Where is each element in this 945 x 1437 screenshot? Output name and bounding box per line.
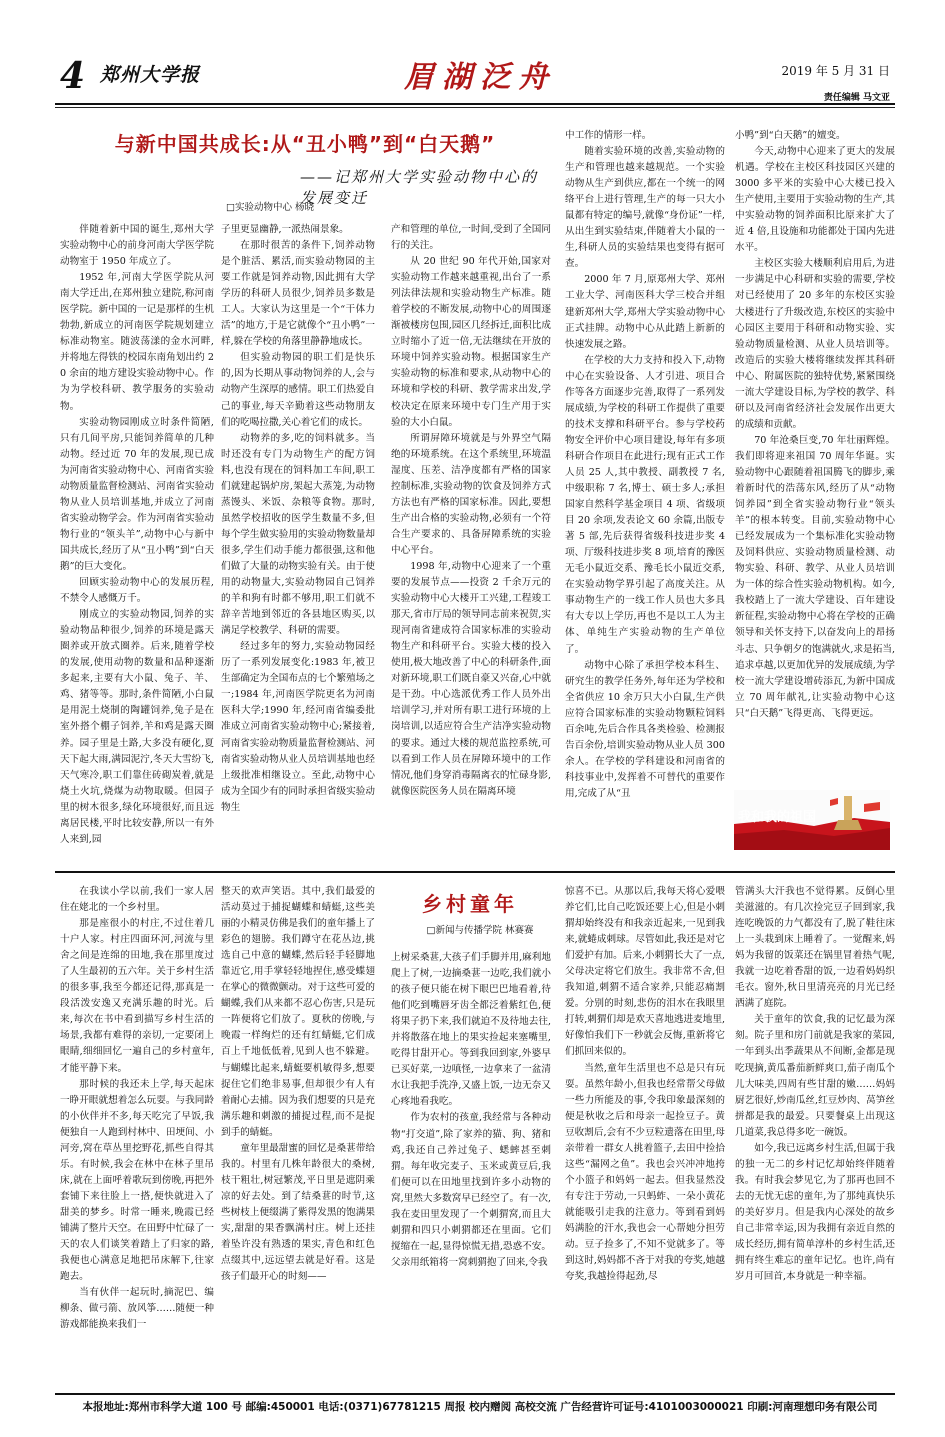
paragraph: 产和管理的单位,一时间,受到了全国同行的关注。 [391,224,551,252]
issue-date: 2019 年 5 月 31 日 [781,64,890,78]
paragraph: 童年里最甜蜜的回忆是桑葚带给我的。村里有几株年龄很大的桑树,枝干粗壮,树冠繁茂,平日里是遮阴乘凉的好去处。到了结桑葚的时节,这些树枝上便缀满了紫得发黑的饱满果实,甜甜的果香飘满村庄。树上还挂着坠许没有熟透的果实,青色和红色点缀其中,远远望去就是好看。这是孩子们最开心的时刻—— [221,1142,375,1283]
paragraph: 从 20 世纪 90 年代开始,国家对实验动物工作越来越重视,出台了一系列法律法规和实验动物生产标准。随着学校的不断发展,动物中心的周围逐渐被楼房包围,园区几经拆迁,面积比成立时缩小了近一倍,无法继续在开放的环境中饲养实验动物。根据国家生产实验动物的标准和要求,从动物中心的环境和学校的科研、教学需求出发,学校决定在原来环境中专门生产用于实验的大小白鼠。 [391,256,551,428]
paragraph: 那是座很小的村庄,不过住着几十户人家。村庄四面环河,河流与里舍之间是连绵的田地,我在那里度过了人生最初的五六年。关于乡村生活的很多事,我至今都还记得,那真是一段活泼安逸又充满乐趣的时光。后来,每次在书中看到描写乡村生活的场景,我都有难得的亲切,一定要闭上眼睛,细细回忆一遍自己的乡村童年,才能平静下来。 [60,918,214,1074]
paragraph: 伴随着新中国的诞生,郑州大学实验动物中心的前身河南大学医学院动物室于 1950 年成立了。 [60,224,214,268]
paragraph: 动物中心除了承担学校本科生、研究生的教学任务外,每年还为学校和全省供应 10 余万只大小白鼠,生产供应符合国家标准的实验动物颗粒饲料百余吨,先后合作具各类检验、检测报告百余份,培训实验动物从业人员 300 余人。在学校的学科建设和河南省的科技事业中,发挥着不可替代的重要作用,完成了从“丑 [565,659,725,799]
page-number: 4 [60,55,86,97]
header-rule-thin [55,107,895,108]
paragraph: 经过多年的努力,实验动物园经历了一系列发展变化:1983 年,被卫生部确定为全国布点的七个繁殖场之一;1984 年,河南医学院更名为河南医科大学;1990 年,经河南省编委批准成立河南省实验动物中心;紧接着,河南省实验动物质量监督检测站、河南省实验动物从业人员培训基地也经上级批准相继设立。至此,动物中心成为全国少有的同时承担省级实验动物生 [221,641,375,813]
banner-title: 我和我的祖国 [738,810,817,825]
paragraph: 主校区实验大楼顺利启用后,为进一步满足中心科研和实验的需要,学校对已经使用了 20 多年的东校区实验大楼进行了升级改造,东校区的实验中心园区主要用于科研和动物实验、实验动物质量检测、从业人员培训等。改造后的实验大楼将继续发挥其科研中心、附属医院的独特优势,紧紧围绕一流大学建设目标,为学校的教学、科研以及河南省经济社会发展作出更大的成绩和贡献。 [735,258,895,430]
paragraph: 所谓屏障环境就是与外界空气隔绝的环境系统。在这个系统里,环境温湿度、压差、洁净度都有严格的国家控制标准,实验动物的饮食及饲养方式方法也有严格的国家标准。因此,要想生产出合格的实验动物,必须有一个符合生产要求的、具备屏障系统的实验中心平台。 [391,432,551,556]
paragraph: 随着实验环境的改善,实验动物的生产和管理也越来越规范。一个实验动物从生产到供应,都在一个统一的网络平台上进行管理,生产的每一只大小鼠都有特定的编号,就像“身份证”一样,从出生到实验结束,伴随着大小鼠的一生,科研人员的实验结果也变得有据可查。 [565,146,725,270]
editor-credit: 责任编辑 马文亚 [823,93,890,103]
patriotic-banner [734,790,890,850]
article2-column-3 [391,950,551,1348]
paragraph: 小鸭”到“白天鹅”的嬗变。 [735,130,846,141]
article-subhead: ——记郑州大学实验动物中心的发展变迁 [300,168,539,207]
paragraph: 刚成立的实验动物园,饲养的实验动物品种很少,饲养的环境是露天圈养或开放式圈养。后来,随着学校的发展,使用动物的数量和品种逐渐多起来,主要有大小鼠、兔子、羊、鸡、猪等等。那时,条件简陋,小白鼠是用泥土烧制的陶罐饲养,兔子是在室外搭个棚子饲养,羊和鸡是露天圈养。园子里是土路,大多没有硬化,夏天下起大雨,满园泥泞,冬天大雪纷飞,天气寒冷,职工们靠住砖砌炭着,就是烧土火坑,烧煤为动物取暖。但园子里的树木很多,绿化环境很好,而且远离居民楼,平时比较安静,所以一有外人来到,园 [60,609,214,845]
paragraph: 整天的欢声笑语。其中,我们最爱的活动莫过于捕捉蝴蝶和蜻蜓,这些美丽的小精灵仿佛是我们的童年播上了彩色的翅膀。我们蹲守在花丛边,挑选自己中意的蝴蝶,然后轻手轻脚地靠近它,用手掌轻轻地捏住,感受蝶翅在掌心的微微颤动。对于这些可爱的蝴蝶,我们从来都不忍心伤害,只是玩一阵便将它们放了。夏秋的傍晚,与晚霞一样绚烂的还有红蜻蜓,它们成百上千地低低着,见到人也不躲避。与蝴蝶比起来,蜻蜓要机敏得多,想要捉住它们绝非易事,但却很少有人有着耐心去捕。因为我们想要的只是充满乐趣和刺激的捕捉过程,而不是捉到手的蜻蜓。 [221,886,375,1138]
paragraph: 1998 年,动物中心迎来了一个重要的发展节点——投资 2 千余万元的实验动物中心大楼开工兴建,工程竣工那天,省市厅局的领导同志前来祝贺,实现河南省建成符合国家标准的实验动物生产和科研平台。实验大楼的投入使用,极大地改善了中心的科研条件,面对新环境,职工们既自豪又兴奋,心中就是干劲。中心选派优秀工作人员外出培训学习,并对所有职工进行环境的上岗培训,以适应符合生产洁净实验动物的要求。通过大楼的规范监控系统,可以看到工作人员在屏障环境中的工作情况,他们身穿消毒隔离衣的忙碌身影,就像医院医务人员在隔离环境 [391,560,551,797]
paragraph: 在那时很苦的条件下,饲养动物是个脏活、累活,而实验动物园的主要工作就是饲养动物,因此拥有大学学历的科研人员很少,饲养员多数是工人。大家认为这里是一个“干体力活”的地方,于是它就像个“丑小鸭”一样,躲在学校的角落里静静地成长。 [221,240,375,348]
paragraph: 上树采桑葚,大孩子们手脚并用,麻利地爬上了树,一边摘桑葚一边吃,我们就小的孩子便只能在树下眼巴巴地看着,待他们吃到嘴唇牙齿全都泛着紫红色,便将果子扔下来,我们就迫不及待地去往,并将散落在地上的果实捡起来塞嘴里,吃得甘甜开心。等到我回到家,外婆早已买好菜,一边嗔怪,一边拿来了一盆清水让我把手洗净,又盛上饭,一边无奈又心疼地看我吃。 [391,952,551,1108]
article1-column-5 [735,128,895,788]
section-title: 眉湖泛舟 [404,60,556,95]
article2-column-1 [60,884,214,1348]
paragraph: 1952 年,河南大学医学院从河南大学迁出,在郑州独立建院,称河南医学院。新中国的一记是那样的生机勃勃,新成立的河南医学院规划建立标准动物室。随波荡漾的金水河畔,并将地左得铁的校园东南角划出约 20 余亩的地方建设实验动物中心。作为为学校科研、教学服务的实验动物。 [60,272,214,412]
paragraph: 如今,我已远离乡村生活,但属于我的独一无二的乡村记忆却始终伴随着我。有时我会梦见它,为了那再也回不去的无忧无虑的童年,为了那纯真快乐的美好岁月。但是我内心深处的故乡自己非常幸运,因为我拥有亲近自然的成长经历,拥有简单淳朴的乡村生活,还拥有终生难忘的童年记忆。也许,尚有岁月可回首,本身就是一种幸福。 [735,1142,895,1283]
footer-rule [55,1393,895,1395]
newspaper-masthead: 郑州大学报 [100,64,201,86]
header-rule [55,103,895,105]
paragraph: 当然,童年生活里也不总是只有玩耍。虽然年龄小,但我也经常帮父母做一些力所能及的事,令我印象最深刻的便是秋收之后和母亲一起捡豆子。黄豆收割后,会有不少豆粒遗落在田里,母亲带着一群女人挑着篮子,去田中捡拾这些“漏网之鱼”。我也会兴冲冲地挎个小篮子和妈妈一起去。但我显然没有专注于劳动,一只蚂蚱、一朵小黄花就能吸引走我的注意力。等到看到妈妈满脸的汗水,我也会一心帮她分担劳动。豆子捡多了,不知不觉就多了。等到这时,妈妈都不吝于对我的夸奖,她越夸奖,我越捡得起劲,尽 [565,1062,725,1283]
paragraph: 作为农村的孩童,我经常与各种动物“打交道”,除了家养的猫、狗、猪和鸡,我还自己养过兔子、蟋蟀甚至刺猬。每年收完麦子、玉米或黄豆后,我们便可以在田地里找到许多小动物的窝,里然大多数窝早已经空了。有一次,我在麦田里发现了一个刺猬窝,而且大刺猬和四只小刺猬都还在里面。它们搅缩在一起,显得惊慌无措,恐惑不安。父亲用纸箱将一窝刺猬抱了回来,令我 [391,1112,551,1268]
article1-column-3 [391,222,551,864]
article2-column-4 [565,884,725,1348]
paragraph: 今天,动物中心迎来了更大的发展机遇。学校在主校区科技园区兴建的 3000 多平米的实验中心大楼已投入生产使用,主要用于实验动物的生产,其中实验动物的饲养面积比原来扩大了近 4 倍,且设施和功能都处于国内先进水平。 [735,146,895,254]
paragraph: 回顾实验动物中心的发展历程,不禁令人感慨万千。 [60,577,214,605]
paragraph: 动物养的多,吃的饲料就多。当时还没有专门为动物生产的配方饲料,也没有现在的饲料加工车间,职工们就建起锅炉房,架起大蒸笼,为动物蒸馒头、米饭、杂粮等食物。那时,虽然学校招收的医学生数量不多,但每个学生做实验用的实验动物数量却很多,学生们动手能力都很强,这和他们做了大量的动物实验有关。由于使用的动物量大,实验动物园自己饲养的羊和狗有时都不够用,职工们就不辞辛苦地到邻近的各县地区购买,以满足学校教学、科研的需要。 [221,432,375,637]
paragraph: 在学校的大力支持和投入下,动物中心在实验设备、人才引进、项目合作等各方面逐步完善,取得了一系列发展成绩,为学校的科研工作提供了重要的技术支撑和科研平台。参与学校药物安全评价中心项目建设,每年有多项科研合作项目在此进行;现有正式工作人员 25 人,其中教授、副教授 7 名,中级职称 7 名,博士、硕士多人;承担国家自然科学基金项目 4 项、省级项目 20 余项,发表论文 60 余篇,出版专著 5 部,先后获得省级科技进步奖 4 项、厅级科技进步奖 8 项,培育的豫医无毛小鼠近交系、豫毛长小鼠近交系,在实验动物学界引起了高度关注。从事动物生产的一线工作人员也大多具有大专以上学历,再也不是以工人为主体、单纯生产实验动物的生产单位了。 [565,354,725,655]
paragraph: 中工作的情形一样。 [565,130,652,141]
paragraph: 管满头大汗我也不觉得累。反倒心里美滋滋的。有几次捡完豆子回到家,我连吃晚饭的力气都没有了,脱了鞋往床上一头栽到床上睡着了。一觉醒来,妈妈为我留的饭菜还在锅里冒着热气呢,我就一边吃着香甜的饭,一边看妈妈织毛衣。窗外,秋日里清亮亮的月光已经洒满了庭院。 [735,886,895,1010]
paragraph: 子里更显幽静,一派热闹景象。 [221,224,349,235]
paragraph: 实验动物园刚成立时条件简陋,只有几间平房,只能饲养简单的几种动物。经过近 70 年的发展,现已成为河南省实验动物中心、河南省实验动物质量监督检测站、河南省实验动物从业人员培训基地,并成立了河南省实验动物学会。作为河南省实验动物行业的“领头羊”,动物中心与新中国共成长,经历了从“丑小鸭”到“白天鹅”的巨大变化。 [60,416,214,572]
article1-column-2 [221,222,375,864]
section-divider [55,871,895,873]
article2-column-2 [221,884,375,1348]
paragraph: 当有伙伴一起玩时,摘泥巴、编柳条、做弓箭、放风筝……随便一种游戏都能换来我们一 [60,1287,214,1331]
paragraph: 那时候的我还未上学,每天起床一睁开眼就想着怎么玩耍。与我同龄的小伙伴并不多,每天吃完了早饭,我便独自一人跑到村林中、田埂间、小河旁,窝在草丛里挖野花,抓些自得其乐。有时候,我会在林中在林子里吊床,就在上面呼着歌玩到傍晚,再把外套铺下来往脸上一搭,便快就进入了甜美的梦乡。时常一睡来,晚霞已经铺满了整片天空。在田野中忙碌了一天的农人们谈笑着踏上了归家的路,我便也心满意足地把吊床解下,往家跑去。 [60,1078,214,1283]
article1-column-1 [60,222,214,864]
article-headline: 与新中国共成长:从“丑小鸭”到“白天鹅” [114,132,496,156]
article-byline: □实验动物中心 杨晓 [226,202,314,213]
article2-column-5 [735,884,895,1348]
essay-byline: □新闻与传播学院 林赛赛 [426,925,534,936]
paragraph: 70 年沧桑巨变,70 年壮丽辉煌。我们即将迎来祖国 70 周年华诞。实验动物中心跟随着祖国腾飞的脚步,乘着新时代的浩荡东风,经历了从“动物饲养园”到全省实验动物行业“领头羊”的根本转变。目前,实验动物中心已经发展成为一个集标准化实验动物及饲料供应、实验动物质量检测、动物实验、科研、教学、从业人员培训为一体的综合性实验动物机构。如今,我校踏上了一流大学建设、百年建设新征程,实验动物中心将在学校的正确领导和关怀支持下,以奋发向上的昂扬斗志、只争朝夕的饱满就火,求是拓当,追求卓越,以更加优异的发展成绩,为学校一流大学建设增砖添瓦,为新中国成立 70 周年献礼,让实验动物中心这只“白天鹅”飞得更高、飞得更远。 [735,434,895,719]
article1-column-4 [565,128,725,864]
paragraph: 2000 年 7 月,原郑州大学、郑州工业大学、河南医科大学三校合并组建新郑州大学,郑州大学实验动物中心正式挂牌。动物中心从此踏上新新的快速发展之路。 [565,274,725,350]
paragraph: 关于童年的饮食,我的记忆最为深刻。院子里和房门前就是我家的菜园,一年到头出季蔬果从不间断,金都是现吃现摘,黄瓜番茄新鲜爽口,茄子南瓜个儿大味美,四周有些甘甜的嫩……妈妈厨艺很好,炒南瓜丝,红豆炒肉、莴笋丝拼都是我的最爱。只要餐桌上出现这几道菜,我总得多吃一碗饭。 [735,1014,895,1138]
essay-title: 乡村童年 [422,892,518,916]
paragraph: 但实验动物园的职工们是快乐的,因为长期从事动物饲养的人,会与动物产生深厚的感情。职工们热爱自己的事业,每天辛勤着这些动物朋友们的吃喝拉撒,关心着它们的成长。 [221,352,375,428]
footer-info: 本报地址:郑州市科学大道 100 号 邮编:450001 电话:(0371)67781215 周报 校内赠阅 高校交流 广告经营许可证号:4101003000021 印刷:河南理想印务有限公司 [82,1401,878,1413]
paragraph: 在我读小学以前,我们一家人居住在姥北的一个乡村里。 [60,886,214,914]
paragraph: 惊喜不已。从那以后,我每天将心爱喂养它们,比自己吃饭还要上心,但是小刺猬却始终没有和我亲近起来,一见到我来,就蜷成刺球。尽管如此,我还是对它们爱护有加。后来,小刺猬长大了一点,父母决定将它们放生。我非常不舍,但我知道,刺猬不适合家养,只能忍痛割爱。分别的时刻,悲伤的泪水在我眼里打转,刺猬们却是欢天喜地逃进麦地里,好像怕我们下一秒就会反悔,重新将它们抓回来似的。 [565,886,725,1058]
